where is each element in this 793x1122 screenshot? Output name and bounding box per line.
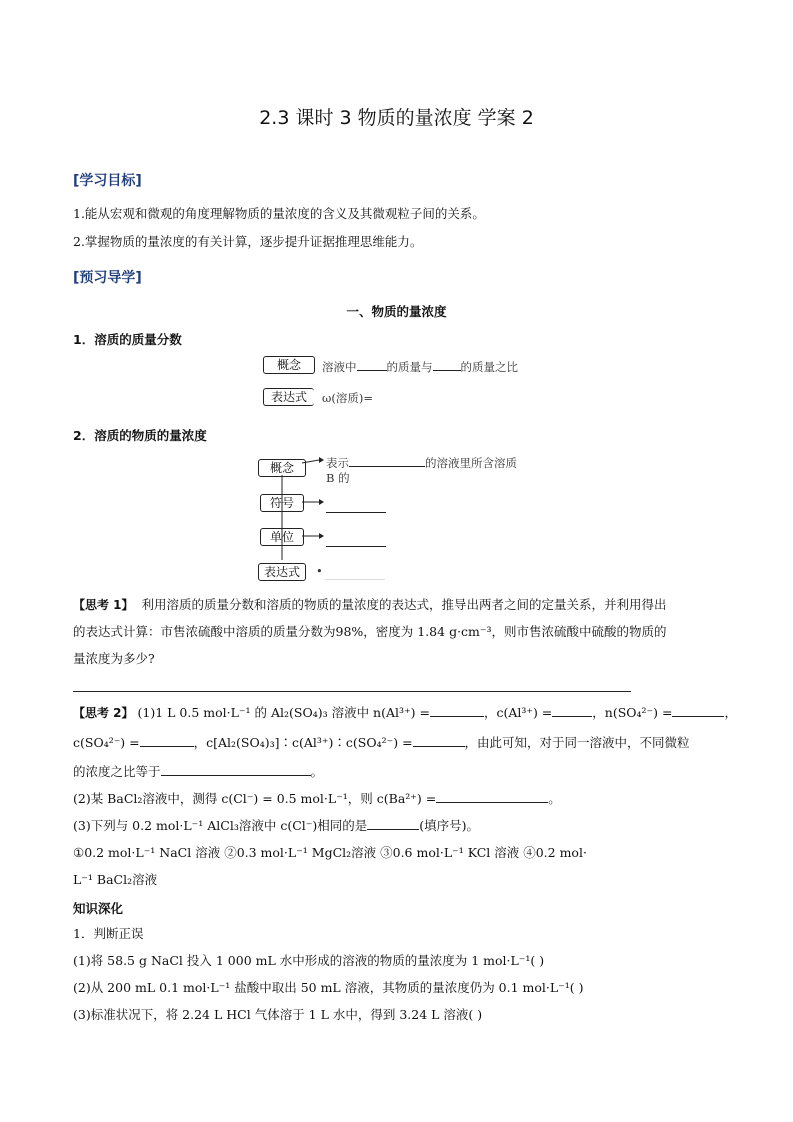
deepen-item-3: (3)标准状况下，将 2.24 L HCl 气体溶于 1 L 水中，得到 3.24 L 溶液( ): [73, 1007, 483, 1022]
think1-line1: 【思考 1】 利用溶质的质量分数和溶质的物质的量浓度的表达式，推导出两者之间的定量关系，并利用得出: [73, 597, 667, 612]
think1-line2: 的表达式计算：市售浓硫酸中溶质的质量分数为98%，密度为 1.84 g·cm⁻³，则市售浓硫酸中硫酸的物质的: [73, 624, 667, 639]
item2-heading: 2．溶质的物质的量浓度: [73, 428, 207, 443]
section-preview: [预习导学]: [73, 270, 142, 286]
section-goals: [学习目标]: [73, 173, 142, 189]
think2-line2: c(SO₄²⁻) = ，c[Al₂(SO₄)₃]∶c(Al³⁺)∶c(SO₄²⁻) = ，由此可知，对于同一溶液中，不同微粒: [73, 735, 690, 750]
item2-expr-box: 表达式: [258, 563, 306, 581]
think1-line3: 量浓度为多少?: [73, 651, 155, 666]
part1-heading: 一、物质的量浓度: [346, 304, 447, 319]
item2-concept-text-2: B 的: [326, 471, 350, 485]
think2-line3: 的浓度之比等于 。: [73, 764, 324, 779]
item2-expr-dot: •: [316, 564, 323, 578]
think2-line1: 【思考 2】 (1)1 L 0.5 mol·L⁻¹ 的 Al₂(SO₄)₃ 溶液中 n(Al³⁺) = ，c(Al³⁺) = ，n(SO₄²⁻) = ，: [73, 705, 737, 720]
deepen-item-2: (2)从 200 mL 0.1 mol·L⁻¹ 盐酸中取出 50 mL 溶液，其物质的量浓度仍为 0.1 mol·L⁻¹( ): [73, 980, 584, 995]
deepen-heading: 知识深化: [73, 901, 124, 916]
item1-concept-box: 概念: [263, 356, 315, 374]
think2-q2: (2)某 BaCl₂溶液中，测得 c(Cl⁻) = 0.5 mol·L⁻¹，则 c(Ba²⁺) = 。: [73, 791, 561, 806]
page-title: 2.3 课时 3 物质的量浓度 学案 2: [259, 107, 534, 129]
item1-concept-text: 溶液中 的质量与 的质量之比: [322, 360, 518, 374]
think2-options-2: L⁻¹ BaCl₂溶液: [73, 872, 158, 887]
divider: [73, 691, 631, 692]
think2-tag: 【思考 2】: [73, 706, 134, 720]
think2-options: ①0.2 mol·L⁻¹ NaCl 溶液 ②0.3 mol·L⁻¹ MgCl₂溶液 ③0.6 mol·L⁻¹ KCl 溶液 ④0.2 mol·: [73, 845, 587, 860]
item2-symbol-box: 符号: [260, 494, 304, 512]
item1-heading: 1．溶质的质量分数: [73, 332, 182, 347]
item2-unit-box: 单位: [260, 528, 304, 546]
item2-concept-text: 表示 的溶液里所含溶质: [326, 456, 517, 470]
item2-symbol-blank: [326, 498, 386, 517]
deepen-sub: 1．判断正误: [73, 926, 144, 941]
goal-1: 1.能从宏观和微观的角度理解物质的量浓度的含义及其微观粒子间的关系。: [73, 206, 485, 221]
item1-expr-box: 表达式: [263, 388, 314, 406]
item2-unit-blank: [326, 532, 386, 551]
deepen-item-1: (1)将 58.5 g NaCl 投入 1 000 mL 水中形成的溶液的物质的量浓度为 1 mol·L⁻¹( ): [73, 953, 545, 968]
goal-2: 2.掌握物质的量浓度的有关计算，逐步提升证据推理思维能力。: [73, 234, 423, 249]
item1-expr-text: ω(溶质)=: [322, 391, 373, 405]
think1-tag: 【思考 1】: [73, 598, 134, 612]
think2-q3: (3)下列与 0.2 mol·L⁻¹ AlCl₃溶液中 c(Cl⁻)相同的是 (填序号)。: [73, 818, 480, 833]
item2-concept-box: 概念: [258, 459, 306, 477]
